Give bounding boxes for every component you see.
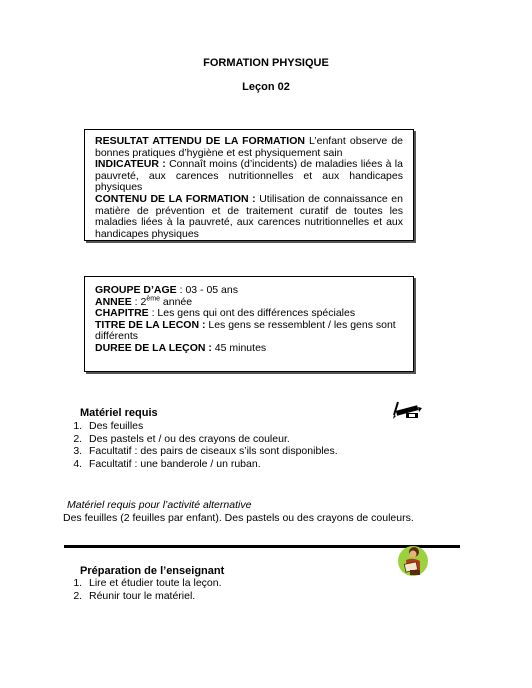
year-label: ANNEE: [95, 295, 132, 308]
preparation-heading: Préparation de l’enseignant: [80, 565, 225, 577]
alternative-heading: Matériel requis pour l’activité alternative: [67, 499, 252, 511]
duration-line: [95, 343, 403, 355]
result-text: L’enfant observe de bonnes pratiques d’hygiène et est physiquement sain: [95, 135, 404, 159]
materials-list: [67, 420, 338, 470]
document-title: FORMATION PHYSIQUE: [203, 57, 329, 69]
indicator-label: INDICATEUR :: [95, 158, 166, 171]
list-item: 4. Facultatif : une banderole / un ruban.: [85, 458, 338, 471]
year-suffix: année: [159, 295, 193, 308]
indicator-text: Connaît moins (d’incidents) de maladies liées à la pauvreté, aux carences nutritionnelles et aux handicapes physiques: [95, 158, 403, 194]
teacher-reading-icon: [396, 543, 430, 579]
age-group-label: GROUPE D’AGE: [95, 284, 177, 296]
content-text: Utilisation de connaissance en matière de prévention et de traitement curatif de toutes les maladies liées à la pauvreté, aux carences nutritionnelles et aux handicapes physiques: [95, 192, 403, 240]
duration-value: 45 minutes: [211, 341, 267, 354]
lesson-title-line: [95, 320, 403, 343]
indicator-paragraph: [95, 159, 403, 194]
result-paragraph: [95, 136, 403, 159]
preparation-list: [67, 577, 222, 602]
year-value: : 2: [131, 295, 147, 308]
duration-label: DUREE DE LA LEÇON :: [95, 341, 212, 354]
lesson-title-value: Les gens se ressemblent / les gens sont différents: [95, 318, 396, 343]
age-group-value: : 03 - 05 ans: [176, 284, 238, 296]
list-item: 2. Des pastels et / ou des crayons de couleur.: [85, 433, 338, 446]
list-item: 1. Des feuilles: [85, 420, 338, 433]
lesson-number: Leçon 02: [242, 81, 290, 93]
content-label: CONTENU DE LA FORMATION :: [95, 192, 256, 205]
chapter-label: CHAPITRE: [95, 307, 149, 320]
result-label: RESULTAT ATTENDU DE LA FORMATION: [95, 135, 305, 147]
objectives-box: [84, 129, 414, 241]
year-superscript: ème: [146, 295, 160, 303]
content-paragraph: [95, 194, 403, 240]
list-item: 3. Facultatif : des pairs de ciseaux s’ils sont disponibles.: [85, 445, 338, 458]
list-item: 2. Réunir tour le matériel.: [85, 590, 222, 603]
lesson-info-box: [84, 276, 414, 372]
pencil-tools-icon: [392, 398, 422, 420]
materials-heading: Matériel requis: [80, 407, 158, 419]
alternative-text: Des feuilles (2 feuilles par enfant). Des pastels ou des crayons de couleurs.: [63, 512, 414, 524]
lesson-title-label: TITRE DE LA LECON :: [95, 318, 206, 331]
chapter-value: : Les gens qui ont des différences spéciales: [148, 307, 356, 320]
list-item: 1. Lire et étudier toute la leçon.: [85, 577, 222, 590]
